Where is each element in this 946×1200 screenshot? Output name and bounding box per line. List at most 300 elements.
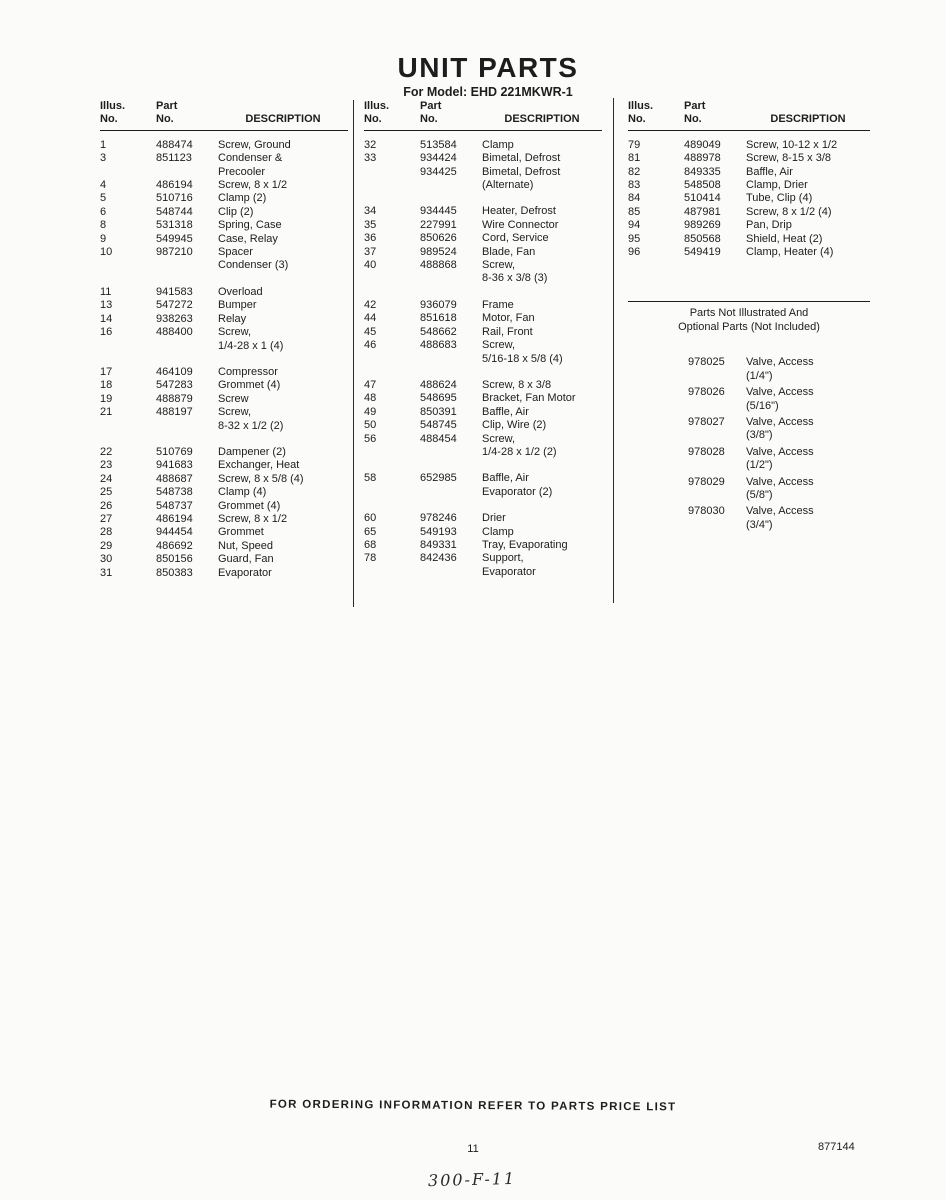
part-no-cell: 850626 — [420, 232, 457, 245]
part-no-cell: 941683 — [156, 459, 193, 472]
description-cell — [482, 259, 602, 286]
description-line: (5/16") — [746, 399, 779, 412]
description-line: Precooler — [218, 165, 266, 178]
description-cell — [218, 219, 348, 232]
illus-no-cell: 81 — [628, 152, 641, 165]
description-line: Drier — [482, 512, 506, 525]
description-line: Baffle, Air — [482, 472, 529, 485]
part-row — [100, 219, 348, 232]
description-cell — [218, 326, 348, 353]
description-cell — [746, 206, 870, 219]
part-no-cell: 851618 — [420, 312, 457, 325]
description-cell — [218, 513, 348, 526]
illus-no-cell: 16 — [100, 326, 113, 339]
part-no-cell: 850383 — [156, 566, 193, 579]
description-line: Baffle, Air — [746, 165, 793, 178]
description-line: Rail, Front — [482, 325, 533, 338]
illus-no-cell: 23 — [100, 459, 113, 472]
description-line: Clamp (2) — [218, 192, 267, 205]
part-row — [100, 152, 348, 179]
part-row — [364, 232, 602, 245]
part-row — [100, 233, 348, 246]
part-no-cell: 851123 — [156, 152, 192, 165]
description-cell — [218, 553, 348, 566]
description-line: Clamp — [482, 525, 514, 538]
description-line: Case, Relay — [218, 232, 278, 245]
part-no-cell: 488868 — [420, 259, 457, 272]
illus-no-cell: 11 — [100, 285, 112, 298]
header-no-label: No. — [684, 113, 702, 126]
part-no-cell: 513584 — [420, 138, 457, 151]
illus-no-cell: 83 — [628, 179, 641, 192]
illus-no-cell — [364, 166, 420, 193]
description-cell — [218, 192, 348, 205]
part-row — [100, 500, 348, 513]
part-no-cell: 934425 — [420, 165, 457, 178]
description-cell — [482, 299, 602, 312]
illus-no-cell: 79 — [628, 138, 641, 151]
description-line: Screw, 8 x 5/8 (4) — [218, 472, 304, 485]
part-no-cell: 944454 — [156, 526, 193, 539]
illus-no-cell: 47 — [364, 378, 377, 391]
description-line: Spacer — [218, 246, 253, 259]
part-row — [100, 179, 348, 192]
part-row — [364, 139, 602, 152]
description-line: Screw, 8 x 3/8 — [482, 378, 552, 391]
illus-no-cell: 60 — [364, 512, 377, 525]
description-cell — [746, 152, 870, 165]
part-no-cell: 488879 — [156, 392, 193, 405]
description-cell — [218, 379, 348, 392]
optional-part-row — [628, 386, 870, 413]
part-no-cell: 548745 — [420, 419, 457, 432]
description-cell — [482, 339, 602, 366]
part-row — [100, 553, 348, 566]
description-line: Baffle, Air — [482, 405, 529, 418]
description-line: Compressor — [218, 365, 278, 378]
description-cell — [746, 233, 870, 246]
description-line: Evaporator — [218, 566, 272, 579]
column-divider — [613, 98, 614, 603]
part-row — [100, 473, 348, 486]
part-no-cell: 549419 — [684, 246, 721, 259]
column-divider — [353, 100, 354, 607]
description-line: Shield, Heat (2) — [746, 232, 823, 245]
part-no-cell: 978030 — [688, 505, 725, 518]
part-no-cell: 486194 — [156, 179, 193, 192]
illus-no-cell: 58 — [364, 472, 377, 485]
description-line: (3/8") — [746, 429, 773, 442]
part-no-cell: 548695 — [420, 392, 457, 405]
illus-no-cell: 18 — [100, 379, 113, 392]
part-row — [364, 512, 602, 525]
part-row — [364, 339, 602, 366]
illus-no-cell: 24 — [100, 472, 113, 485]
description-cell — [482, 392, 602, 405]
illus-no-cell: 85 — [628, 205, 641, 218]
part-row — [100, 246, 348, 273]
description-line: Bimetal, Defrost — [482, 152, 561, 165]
description-line: Bracket, Fan Motor — [482, 392, 576, 405]
header-description-label: DESCRIPTION — [504, 113, 580, 126]
parts-column-2 — [364, 100, 602, 579]
description-line: Heater, Defrost — [482, 205, 556, 218]
description-line: Dampener (2) — [218, 445, 286, 458]
header-no-label: No. — [364, 113, 382, 126]
header-no-label: No. — [100, 113, 118, 126]
illus-no-cell: 31 — [100, 566, 113, 579]
part-row — [364, 472, 602, 499]
description-line: Grommet (4) — [218, 379, 281, 392]
description-line: Condenser & — [218, 152, 283, 165]
part-no-cell: 934445 — [420, 205, 457, 218]
description-cell — [482, 312, 602, 325]
part-no-cell: 488978 — [684, 152, 721, 165]
description-line: Clamp, Heater (4) — [746, 246, 834, 259]
part-row — [100, 286, 348, 299]
description-cell — [746, 386, 870, 413]
illus-no-cell: 3 — [100, 152, 107, 165]
description-cell — [218, 393, 348, 406]
illus-no-cell: 37 — [364, 245, 377, 258]
description-cell — [746, 192, 870, 205]
part-row — [364, 406, 602, 419]
description-line: Screw, 8-15 x 3/8 — [746, 152, 831, 165]
description-line: Frame — [482, 298, 514, 311]
part-row — [100, 366, 348, 379]
model-subtitle: For Model: EHD 221MKWR-1 — [403, 85, 573, 99]
page-number: 11 — [467, 1143, 479, 1155]
description-cell — [746, 139, 870, 152]
part-no-cell: 464109 — [156, 365, 193, 378]
optional-heading-line-1: Parts Not Illustrated And — [689, 307, 809, 320]
part-row — [100, 567, 348, 580]
description-line: Tube, Clip (4) — [746, 192, 813, 205]
part-no-cell: 548662 — [420, 325, 457, 338]
part-no-cell: 488474 — [156, 138, 193, 151]
part-no-cell: 548744 — [156, 205, 193, 218]
description-line: Wire Connector — [482, 218, 559, 231]
header-illus-label: Illus. — [628, 100, 654, 112]
part-no-cell: 487981 — [684, 205, 721, 218]
illus-no-cell: 5 — [100, 192, 107, 205]
description-cell — [746, 416, 870, 443]
parts-column-1 — [100, 100, 348, 580]
ordering-note: FOR ORDERING INFORMATION REFER TO PARTS PRICE LIST — [269, 1098, 677, 1114]
part-row — [364, 539, 602, 552]
description-line: Pan, Drip — [746, 219, 792, 232]
part-row — [364, 419, 602, 432]
part-row — [364, 379, 602, 392]
part-no-cell: 488400 — [156, 326, 193, 339]
part-row — [364, 219, 602, 232]
part-row — [364, 326, 602, 339]
part-row — [100, 313, 348, 326]
description-cell — [218, 567, 348, 580]
description-line: Screw, — [482, 259, 516, 272]
part-row — [628, 192, 870, 205]
table-header — [100, 100, 348, 131]
part-row — [100, 540, 348, 553]
part-no-cell: 989524 — [420, 245, 457, 258]
description-line: Grommet — [218, 526, 264, 539]
description-line: (5/8") — [746, 488, 773, 501]
header-illus-label: Illus. — [364, 100, 390, 112]
description-line: Screw, — [482, 339, 516, 352]
illus-no-cell: 68 — [364, 538, 377, 551]
part-row — [100, 326, 348, 353]
illus-no-cell: 94 — [628, 219, 641, 232]
part-no-cell: 978026 — [688, 386, 725, 399]
description-line: Blade, Fan — [482, 245, 536, 258]
description-cell — [746, 166, 870, 179]
description-line: Valve, Access — [746, 445, 814, 458]
description-line: Screw, — [482, 432, 516, 445]
illus-no-cell: 27 — [100, 512, 113, 525]
description-line: Support, — [482, 552, 524, 565]
part-no-cell: 488624 — [420, 378, 457, 391]
part-row — [100, 526, 348, 539]
part-row — [364, 312, 602, 325]
description-cell — [746, 246, 870, 259]
illus-no-cell: 28 — [100, 526, 113, 539]
description-line: Evaporator (2) — [482, 485, 553, 498]
part-row — [364, 205, 602, 218]
description-cell — [746, 179, 870, 192]
part-no-cell: 510769 — [156, 445, 193, 458]
description-line: 1/4-28 x 1/2 (2) — [482, 445, 557, 458]
illus-no-cell: 45 — [364, 325, 377, 338]
header-part-no — [420, 100, 482, 127]
description-line: 5/16-18 x 5/8 (4) — [482, 352, 563, 365]
part-row — [100, 513, 348, 526]
part-row — [100, 393, 348, 406]
optional-section-heading — [628, 307, 870, 334]
description-cell — [218, 446, 348, 459]
description-cell — [218, 406, 348, 433]
part-no-cell: 486692 — [156, 539, 193, 552]
description-cell — [218, 366, 348, 379]
part-no-cell: 488454 — [420, 432, 457, 445]
description-cell — [482, 512, 602, 525]
handwritten-note: 300-F-11 — [427, 1168, 517, 1191]
part-row — [364, 526, 602, 539]
part-row — [364, 552, 602, 579]
illus-no-cell: 21 — [100, 406, 113, 419]
description-cell — [218, 286, 348, 299]
description-cell — [746, 356, 870, 383]
description-line: Clamp, Drier — [746, 179, 808, 192]
part-no-cell: 486194 — [156, 512, 193, 525]
description-cell — [218, 152, 348, 179]
description-line: (Alternate) — [482, 179, 534, 192]
illus-no-cell: 10 — [100, 246, 113, 259]
description-line: Exchanger, Heat — [218, 459, 300, 472]
part-row — [100, 139, 348, 152]
part-no-cell: 987210 — [156, 246, 193, 259]
description-cell — [482, 326, 602, 339]
description-line: (1/4") — [746, 369, 773, 382]
description-cell — [218, 486, 348, 499]
description-line: (3/4") — [746, 518, 773, 531]
description-line: Nut, Speed — [218, 539, 274, 552]
illus-no-cell: 26 — [100, 499, 113, 512]
description-cell — [482, 166, 602, 193]
description-cell — [482, 406, 602, 419]
illus-no-cell: 50 — [364, 419, 377, 432]
header-illus-no — [628, 100, 684, 127]
part-row — [364, 299, 602, 312]
illus-no-cell: 33 — [364, 152, 377, 165]
part-row — [628, 219, 870, 232]
illus-no-cell: 46 — [364, 339, 377, 352]
part-no-cell: 978246 — [420, 512, 457, 525]
description-line: Screw, — [218, 406, 252, 419]
description-line: Screw, 8 x 1/2 — [218, 512, 288, 525]
part-no-cell: 850391 — [420, 405, 457, 418]
description-line: Bumper — [218, 299, 257, 312]
part-no-cell: 849331 — [420, 538, 457, 551]
part-no-cell: 548508 — [684, 179, 721, 192]
parts-column-1-rows — [100, 139, 348, 580]
part-no-cell: 849335 — [684, 165, 721, 178]
illus-no-cell: 48 — [364, 392, 377, 405]
part-row — [364, 433, 602, 460]
description-line: Condenser (3) — [218, 259, 289, 272]
description-cell — [482, 552, 602, 579]
part-no-cell: 938263 — [156, 312, 193, 325]
optional-part-row — [628, 476, 870, 503]
description-cell — [218, 299, 348, 312]
description-line: 8-32 x 1/2 (2) — [218, 419, 284, 432]
part-no-cell: 978029 — [688, 475, 725, 488]
part-no-cell: 548737 — [156, 499, 193, 512]
description-line: Screw, Ground — [218, 138, 291, 151]
illus-no-cell: 17 — [100, 365, 113, 378]
optional-part-row — [628, 416, 870, 443]
illus-no-cell: 35 — [364, 218, 377, 231]
part-row — [364, 259, 602, 286]
part-row — [628, 246, 870, 259]
description-line: Screw, — [218, 326, 252, 339]
part-no-cell: 934424 — [420, 152, 457, 165]
part-row — [628, 152, 870, 165]
description-line: Screw — [218, 392, 249, 405]
illus-no-cell: 14 — [100, 312, 113, 325]
description-cell — [218, 179, 348, 192]
description-cell — [482, 526, 602, 539]
description-cell — [482, 379, 602, 392]
illus-no-cell: 34 — [364, 205, 377, 218]
part-no-cell: 510716 — [156, 192, 193, 205]
header-no-label: No. — [628, 113, 646, 126]
illus-no-cell: 40 — [364, 259, 377, 272]
description-line: Tray, Evaporating — [482, 538, 568, 551]
optional-part-row — [628, 505, 870, 532]
header-part-label: Part — [156, 100, 178, 112]
description-cell — [218, 139, 348, 152]
optional-part-row — [628, 356, 870, 383]
part-row — [100, 379, 348, 392]
part-row — [628, 139, 870, 152]
part-no-cell: 978025 — [688, 356, 725, 369]
description-cell — [746, 219, 870, 232]
part-no-cell: 549945 — [156, 232, 193, 245]
description-cell — [218, 233, 348, 246]
illus-no-cell: 65 — [364, 525, 377, 538]
description-line: Screw, 8 x 1/2 (4) — [746, 205, 832, 218]
header-description-label: DESCRIPTION — [245, 113, 321, 126]
header-no-label: No. — [156, 113, 174, 126]
part-row — [100, 299, 348, 312]
illus-no-cell: 84 — [628, 192, 641, 205]
description-line: Valve, Access — [746, 475, 814, 488]
description-line: Valve, Access — [746, 505, 814, 518]
description-cell — [218, 313, 348, 326]
part-no-cell: 488687 — [156, 472, 193, 485]
header-illus-label: Illus. — [100, 100, 126, 112]
optional-part-row — [628, 446, 870, 473]
part-no-cell: 488683 — [420, 339, 457, 352]
description-line: Bimetal, Defrost — [482, 165, 561, 178]
description-cell — [482, 232, 602, 245]
description-cell — [746, 446, 870, 473]
part-row — [100, 459, 348, 472]
doc-number: 877144 — [818, 1141, 855, 1153]
description-cell — [218, 473, 348, 486]
illus-no-cell: 22 — [100, 445, 113, 458]
description-line: Valve, Access — [746, 386, 814, 399]
description-line: Valve, Access — [746, 415, 814, 428]
description-cell — [218, 500, 348, 513]
description-cell — [482, 419, 602, 432]
part-row — [628, 233, 870, 246]
part-no-cell: 549193 — [420, 525, 457, 538]
header-part-no — [156, 100, 218, 127]
header-no-label: No. — [420, 113, 438, 126]
header-description-label: DESCRIPTION — [770, 113, 846, 126]
description-line: Overload — [218, 285, 263, 298]
description-line: Motor, Fan — [482, 312, 535, 325]
description-cell — [482, 246, 602, 259]
part-no-cell: 547283 — [156, 379, 193, 392]
part-row — [364, 392, 602, 405]
illus-no-cell: 1 — [100, 138, 107, 151]
illus-no-cell: 36 — [364, 232, 377, 245]
description-cell — [218, 459, 348, 472]
illus-no-cell: 4 — [100, 179, 107, 192]
description-cell — [218, 526, 348, 539]
part-no-cell: 850156 — [156, 553, 193, 566]
part-no-cell: 850568 — [684, 232, 721, 245]
illus-no-cell: 25 — [100, 486, 113, 499]
description-cell — [482, 472, 602, 499]
parts-column-2-rows — [364, 139, 602, 579]
description-line: Spring, Case — [218, 219, 282, 232]
illus-no-cell: 32 — [364, 138, 377, 151]
header-part-label: Part — [420, 100, 442, 112]
part-no-cell: 548738 — [156, 486, 193, 499]
part-row — [100, 446, 348, 459]
table-header — [628, 100, 870, 131]
description-cell — [218, 540, 348, 553]
illus-no-cell: 29 — [100, 539, 113, 552]
header-illus-no — [100, 100, 156, 127]
part-row — [628, 206, 870, 219]
description-cell — [218, 206, 348, 219]
table-header — [364, 100, 602, 131]
part-no-cell: 936079 — [420, 298, 457, 311]
